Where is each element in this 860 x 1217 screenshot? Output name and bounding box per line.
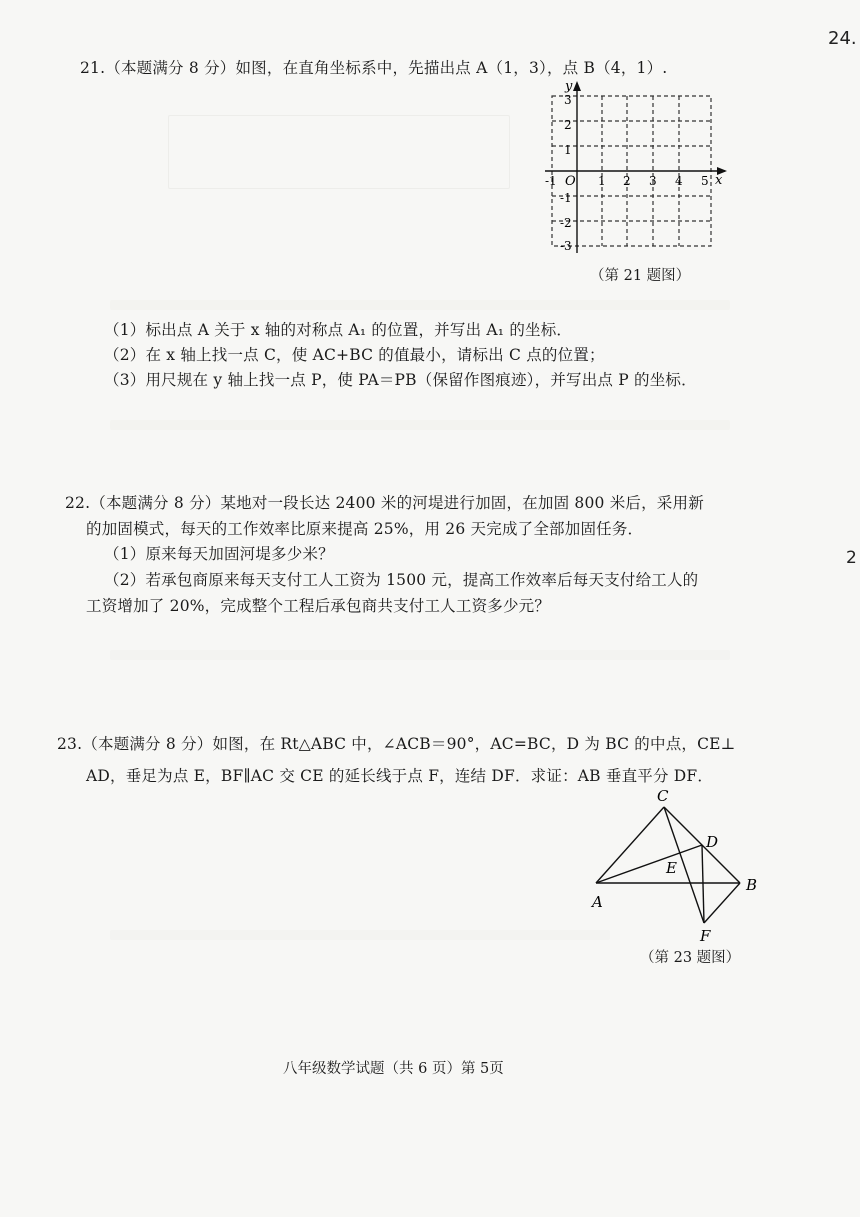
q21-sub2: （2）在 x 轴上找一点 C，使 AC+BC 的值最小，请标出 C 点的位置； <box>104 346 605 364</box>
point-label-B: B <box>746 876 758 894</box>
q21-stem: 21.（本题满分 8 分）如图，在直角坐标系中，先描出点 A（1，3），点 B（4，1）. <box>80 59 668 77</box>
x-tick-label: 4 <box>675 174 683 188</box>
y-tick-label: 3 <box>564 93 572 107</box>
y-tick-label: 2 <box>564 118 572 132</box>
margin-number-mid: 2 <box>846 548 857 568</box>
bleed-through-text <box>110 930 610 940</box>
x-tick-label: 3 <box>649 174 657 188</box>
q21-coordinate-grid <box>535 78 735 258</box>
q22-stem-line1: 22.（本题满分 8 分）某地对一段长达 2400 米的河堤进行加固，在加固 800 米后，采用新 <box>65 494 704 512</box>
point-label-E: E <box>666 859 677 877</box>
y-tick-label: -3 <box>560 239 572 253</box>
q23-stem-line1: 23.（本题满分 8 分）如图，在 Rt△ABC 中，∠ACB＝90°，AC=BC，D 为 BC 的中点，CE⊥ <box>57 735 736 753</box>
bleed-through-text <box>110 650 730 660</box>
y-tick-label: -1 <box>560 191 572 205</box>
x-tick-label: 1 <box>598 174 606 188</box>
x-tick-label: -1 <box>545 174 557 188</box>
q21-sub3: （3）用尺规在 y 轴上找一点 P，使 PA＝PB（保留作图痕迹），并写出点 P 的坐标． <box>104 371 697 389</box>
q21-sub1: （1）标出点 A 关于 x 轴的对称点 A₁ 的位置，并写出 A₁ 的坐标． <box>104 321 573 339</box>
q22-sub1: （1）原来每天加固河堤多少米？ <box>104 545 334 563</box>
y-tick-label: 1 <box>564 143 572 157</box>
segment-DF <box>702 845 704 923</box>
margin-number-top: 24. <box>828 28 857 49</box>
point-label-D: D <box>706 833 719 851</box>
x-tick-label: 5 <box>701 174 709 188</box>
y-axis-arrow <box>573 81 581 91</box>
x-tick-label: 2 <box>623 174 631 188</box>
bleed-through-table <box>168 115 510 189</box>
y-axis-label: y <box>565 79 573 94</box>
point-label-F: F <box>700 927 711 945</box>
x-axis-label: x <box>715 173 723 188</box>
q21-figure-caption: （第 21 题图） <box>590 268 691 284</box>
segment-AC <box>596 807 664 883</box>
bleed-through-text <box>110 420 730 430</box>
q22-sub2-line1: （2）若承包商原来每天支付工人工资为 1500 元，提高工作效率后每天支付给工人的 <box>104 571 699 589</box>
point-label-A: A <box>592 893 603 911</box>
bleed-through-text <box>110 300 730 310</box>
segment-AD <box>596 845 702 883</box>
q22-stem-line2: 的加固模式，每天的工作效率比原来提高 25%，用 26 天完成了全部加固任务． <box>86 520 644 538</box>
point-label-C: C <box>657 787 669 805</box>
origin-label: O <box>565 174 576 189</box>
q23-figure-caption: （第 23 题图） <box>640 950 741 966</box>
segment-BF <box>704 883 740 923</box>
q23-triangle-figure <box>580 785 780 950</box>
q22-sub2-line2: 工资增加了 20%，完成整个工程后承包商共支付工人工资多少元？ <box>86 597 551 615</box>
page-footer: 八年级数学试题（共 6 页）第 5页 <box>283 1061 504 1077</box>
q23-stem-line2: AD，垂足为点 E，BF∥AC 交 CE 的延长线于点 F，连结 DF．求证：AB 垂直平分 DF． <box>86 767 714 785</box>
y-tick-label: -2 <box>560 216 572 230</box>
